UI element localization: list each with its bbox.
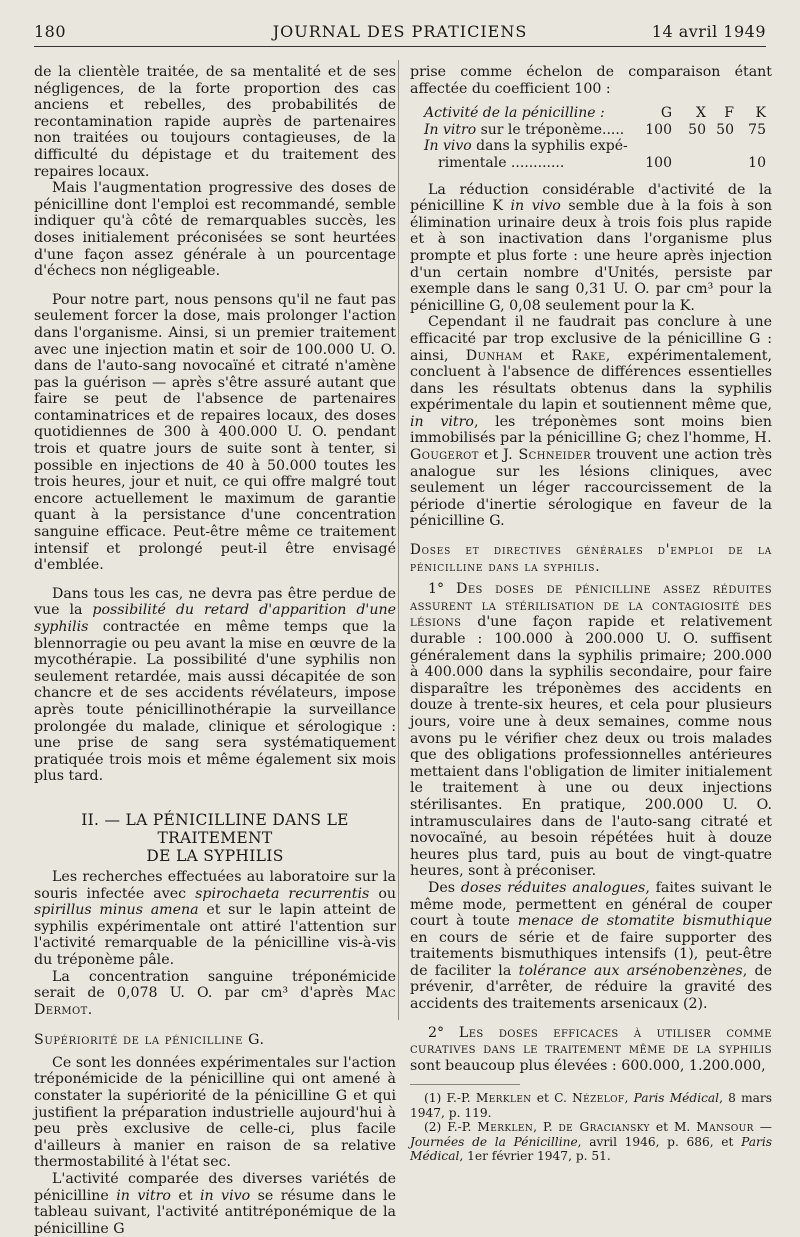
column-divider [398, 60, 399, 1020]
paragraph: de la clientèle traitée, de sa mentalité et de ses négligences, de la forte proportion des cas anciens et rebelles, des probabilités de recontamination rapide auprès de partenaires non traitées ou toujours contagieuses, de la difficulté du dépistage et du traitement des repaires locaux. [34, 64, 396, 180]
journal-title: JOURNAL DES PRATICIENS [272, 22, 528, 41]
paragraph: 1° Des doses de pénicilline assez réduites assurent la stérilisation de la contagiosité des lésions d'une façon rapide et relativement durable : 100.000 à 200.000 U. O. suffisent généralement dans la syphilis primaire; 200.000 à 400.000 dans la syphilis secondaire, pour faire disparaître les tréponèmes des accidents en douze à trente-six heures, et cela pour plusieurs jours, voire une à deux semaines, comme nous avons pu le vérifier chez deux ou trois malades que des obligations professionnelles antérieures mettaient dans l'obligation de limiter initialement le traitement à une ou deux injections stérilisantes. En pratique, 200.000 U. O. intramusculaires dans de l'auto-sang citraté et novocaïné, au besoin répétées huit à douze heures plus tard, puis au bout de vingt-quatre heures, sont à préconiser. [410, 581, 772, 880]
table-row: rimentale ............ 100 10 [438, 154, 766, 171]
section-heading: II. — LA PÉNICILLINE DANS LE TRAITEMENT DE LA SYPHILIS [81, 810, 349, 865]
subsection-heading: Doses et directives générales d'emploi de la pénicilline dans la syphilis. [410, 542, 772, 575]
paragraph: Mais l'augmentation progressive des doses de pénicilline dont l'emploi est recommandé, semble indiquer qu'à côté de remarquables succès, les doses initialement préconisées se sont heurtées d'une façon assez générale à un pourcentage d'échecs non négligeable. [34, 180, 396, 280]
table-header-row: Activité de la pénicilline : G X F K [424, 105, 766, 122]
paragraph: L'activité comparée des diverses variétés de pénicilline in vitro et in vivo se résume dans le tableau suivant, l'activité antitréponémique de la pénicilline G [34, 1171, 396, 1237]
running-header [34, 22, 766, 44]
left-column [34, 64, 396, 1237]
paragraph: La concentration sanguine tréponémicide serait de 0,078 U. O. par cm³ d'après Mac Dermot. [34, 968, 396, 1018]
paragraph: Dans tous les cas, ne devra pas être perdue de vue la possibilité du retard d'apparition d'une syphilis contractée en même temps que la blennorragie ou peu avant la mise en œuvre de la mycothérapie. La possibilité d'une syphilis non seulement retardée, mais aussi décapitée de son chancre et de ses accidents révélateurs, impose après toute pénicillinothérapie la surveillance prolongée du malade, clinique et sérologique : une prise de sang sera systématiquement pratiquée trois mois et même également six mois plus tard. [34, 585, 396, 785]
paragraph: Pour notre part, nous pensons qu'il ne faut pas seulement forcer la dose, mais prolonger l'action dans l'organisme. Ainsi, si un premier traitement avec une injection matin et soir de 100.000 U. O. dans de l'auto-sang novocaïné et citraté n'amène pas la guérison — après s'être assuré autant que faire se peut de l'absence de partenaires contaminatrices et de repaires locaux, des doses quotidiennes de 300 à 400.000 U. O. pendant trois et quatre jours de suite sont à tenter, si possible en injections de 40 à 50.000 toutes les trois heures, jour et nuit, ce qui offre malgré tout encore actuellement le maximum de garantie quant à la persistance d'une concentration sanguine efficace. Peut-être même ce traitement intensif et prolongé peut-il être envisagé d'emblée. [34, 291, 396, 574]
paragraph: Les recherches effectuées au laboratoire sur la souris infectée avec spirochaeta recurrentis ou spirillus minus amena et sur le lapin atteint de syphilis expérimentale ont attiré l'attention sur l'activité remarquable de la pénicilline vis-à-vis du tréponème pâle. [34, 868, 397, 968]
footnote-rule [410, 1084, 520, 1085]
paragraph: Des doses réduites analogues, faites suivant le même mode, permettent en général de couper court à toute menace de stomatite bismuthique en cours de série et de faire supporter des traitements bismuthiques intensifs (1), peut-être de faciliter la tolérance aux arsénobenzènes, de prévenir, d'arrêter, de réduire la gravité des accidents des traitements arsenicaux (2). [410, 879, 773, 1013]
subsection-heading: Supériorité de la pénicilline G. [34, 1032, 265, 1049]
paragraph: La réduction considérable d'activité de la pénicilline K in vivo semble due à la fois à son élimination urinaire deux à trois fois plus rapide et à son inactivation dans l'organisme plus prompte et plus forte : une heure après injection d'un certain nombre d'Unités, persiste par exemple dans le sang 0,31 U. O. par cm³ pour la pénicilline G, 0,08 seulement pour la K. [410, 181, 772, 314]
table-row: In vivo dans la syphilis expé- [424, 138, 628, 155]
paragraph: Cependant il ne faudrait pas conclure à une efficacité par trop exclusive de la pénicilline G : ainsi, Dunham et Rake, expérimentalement, concluent à l'absence de différences essentielles dans les résultats obtenus dans la syphilis expérimentale du lapin et soutiennent même que, in vitro, les tréponèmes sont moins bien immobilisés par la pénicilline G; chez l'homme, H. Gougerot et J. Schneider trouvent une action très analogue sur les lésions cliniques, avec seulement un léger raccourcissement de la période d'inertie sérologique en faveur de la pénicilline G. [410, 314, 773, 530]
page-number: 180 [34, 22, 67, 41]
emphasis: possibilité du retard d'apparition d'une syphilis [34, 602, 396, 635]
author-name: Mac Dermot [34, 985, 396, 1018]
issue-date: 14 avril 1949 [651, 22, 766, 41]
footnote: (1) F.-P. Merklen et C. Nézelof, Paris Médical, 8 mars 1947, p. 119. [410, 1091, 773, 1120]
paragraph: 2° Les doses efficaces à utiliser comme curatives dans le traitement même de la syphilis sont beaucoup plus élevées : 600.000, 1.200.000, [410, 1024, 772, 1074]
footnote: (2) F.-P. Merklen, P. de Graciansky et M. Mansour — Journées de la Pénicilline, avril 1946, p. 686, et Paris Médical, 1er février 1947, p. 51. [410, 1120, 772, 1164]
paragraph: Ce sont les données expérimentales sur l'action tréponémicide de la pénicilline qui ont amené à constater la supériorité de la pénicilline G et qui justifient la préparation industrielle aujourd'hui à peu près exclusive de celle-ci, plus facile d'ailleurs à manier en raison de sa relative thermostabilité à l'état sec. [34, 1054, 396, 1171]
table-row: In vitro sur le tréponème..... 100 50 50 75 [424, 121, 766, 138]
activity-table [424, 105, 772, 171]
paragraph: prise comme échelon de comparaison étant affectée du coefficient 100 : [410, 64, 772, 97]
header-rule [34, 46, 766, 47]
right-column [410, 64, 772, 1164]
